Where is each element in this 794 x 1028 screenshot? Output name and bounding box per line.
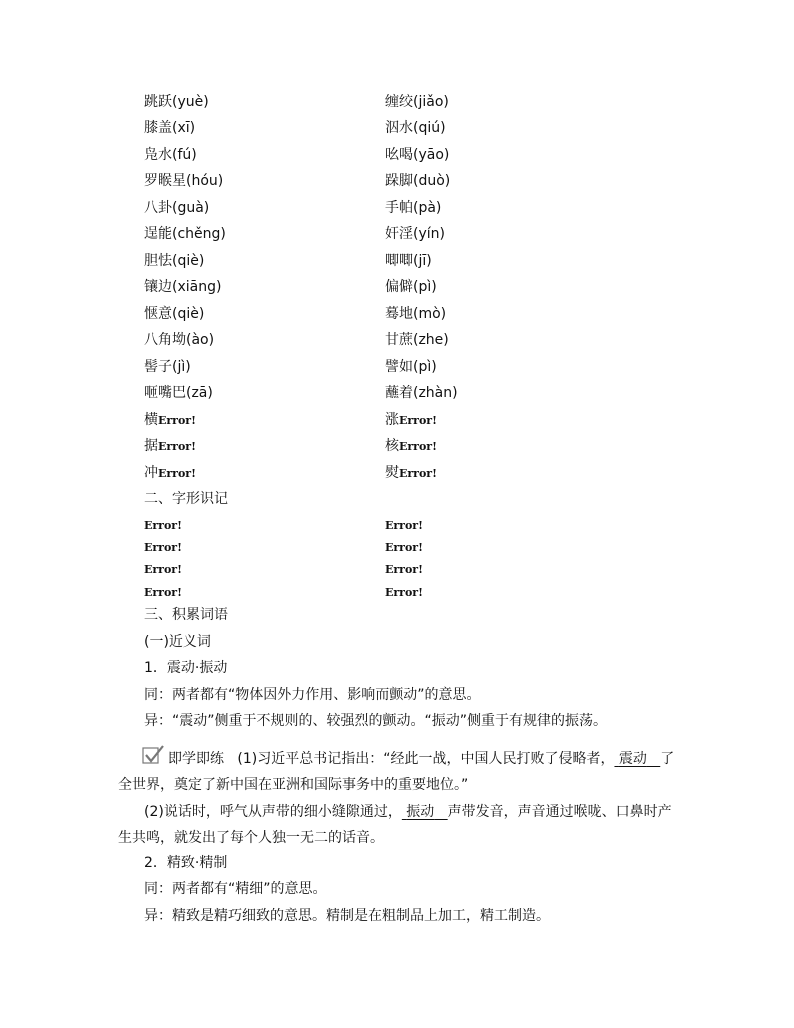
q1-suffix: 了全世界，奠定了新中国在亚洲和国际事务中的重要地位。”	[118, 751, 675, 793]
pinyin-right-11: 譬如(pì)	[385, 359, 437, 375]
polyphone-right-1	[385, 410, 437, 431]
pinyin-left-5: 八卦(guà)	[144, 200, 210, 216]
glyph-left-4: Error!	[144, 586, 182, 599]
item-2-same: 同：两者都有“精细”的意思。	[144, 881, 327, 897]
section-3-title: 三、积累词语	[144, 607, 228, 623]
pinyin-left-7: 胆怯(qiè)	[144, 253, 205, 269]
polyphone-char: 据	[144, 438, 158, 454]
polyphone-left-1	[144, 410, 196, 431]
pinyin-left-1: 跳跃(yuè)	[144, 94, 209, 110]
subsection-title: (一)近义词	[144, 634, 211, 650]
error-text: Error!	[399, 440, 437, 453]
practice-label: 即学即练	[168, 751, 224, 767]
error-text: Error!	[158, 467, 196, 480]
check-icon	[144, 748, 162, 766]
item-1-diff: 异：“震动”侧重于不规则的、较强烈的颤动。“振动”侧重于有规律的振荡。	[144, 713, 608, 729]
practice-q2	[118, 799, 678, 851]
polyphone-char: 熨	[385, 465, 399, 481]
item-2-title: 2．精致·精制	[144, 855, 228, 871]
pinyin-left-11: 髻子(jì)	[144, 359, 191, 375]
error-text: Error!	[399, 414, 437, 427]
glyph-left-3: Error!	[144, 563, 182, 576]
polyphone-char: 涨	[385, 412, 399, 428]
polyphone-char: 横	[144, 412, 158, 428]
q1-prefix: (1)习近平总书记指出：“经此一战，中国人民打败了侵略者，	[237, 751, 615, 767]
pinyin-right-10: 甘蔗(zhe)	[385, 332, 449, 348]
error-text: Error!	[158, 414, 196, 427]
pinyin-right-12: 蘸着(zhàn)	[385, 385, 458, 401]
error-text: Error!	[158, 440, 196, 453]
pinyin-right-2: 泅水(qiú)	[385, 120, 446, 136]
glyph-right-1: Error!	[385, 519, 423, 532]
q2-answer: 振动	[406, 804, 435, 820]
pinyin-left-3: 凫水(fú)	[144, 147, 197, 163]
polyphone-char: 核	[385, 438, 399, 454]
pinyin-left-6: 逞能(chěng)	[144, 226, 226, 242]
polyphone-char: 冲	[144, 465, 158, 481]
pinyin-right-4: 跺脚(duò)	[385, 173, 451, 189]
item-1-same: 同：两者都有“物体因外力作用、影响而颤动”的意思。	[144, 687, 481, 703]
pinyin-right-7: 唧唧(jī)	[385, 253, 432, 269]
polyphone-right-3	[385, 463, 437, 484]
polyphone-left-3	[144, 463, 196, 484]
section-2-title: 二、字形识记	[144, 491, 228, 507]
pinyin-left-8: 镶边(xiāng)	[144, 279, 222, 295]
pinyin-right-8: 偏僻(pì)	[385, 279, 437, 295]
practice-q1	[118, 746, 678, 798]
glyph-right-2: Error!	[385, 541, 423, 554]
q2-prefix: (2)说话时，呼气从声带的细小缝隙通过，	[144, 804, 402, 820]
polyphone-left-2	[144, 436, 196, 457]
glyph-right-3: Error!	[385, 563, 423, 576]
pinyin-right-1: 缠绞(jiǎo)	[385, 94, 449, 110]
pinyin-left-9: 惬意(qiè)	[144, 306, 205, 322]
pinyin-right-9: 蓦地(mò)	[385, 306, 447, 322]
item-2-diff: 异：精致是精巧细致的意思。精制是在粗制品上加工，精工制造。	[144, 908, 550, 924]
pinyin-right-6: 奸淫(yín)	[385, 226, 445, 242]
pinyin-right-5: 手帕(pà)	[385, 200, 442, 216]
pinyin-right-3: 吆喝(yāo)	[385, 147, 450, 163]
q1-answer: 震动	[618, 751, 647, 767]
q2-suffix: 声带发音，声音通过喉咙、口鼻时产生共鸣，就发出了每个人独一无二的话音。	[118, 804, 672, 846]
glyph-left-2: Error!	[144, 541, 182, 554]
pinyin-left-10: 八角坳(ào)	[144, 332, 215, 348]
item-1-title: 1．震动·振动	[144, 660, 228, 676]
pinyin-left-4: 罗睺星(hóu)	[144, 173, 224, 189]
glyph-right-4: Error!	[385, 586, 423, 599]
pinyin-left-12: 咂嘴巴(zā)	[144, 385, 213, 401]
glyph-left-1: Error!	[144, 519, 182, 532]
pinyin-left-2: 膝盖(xī)	[144, 120, 196, 136]
error-text: Error!	[399, 467, 437, 480]
polyphone-right-2	[385, 436, 437, 457]
